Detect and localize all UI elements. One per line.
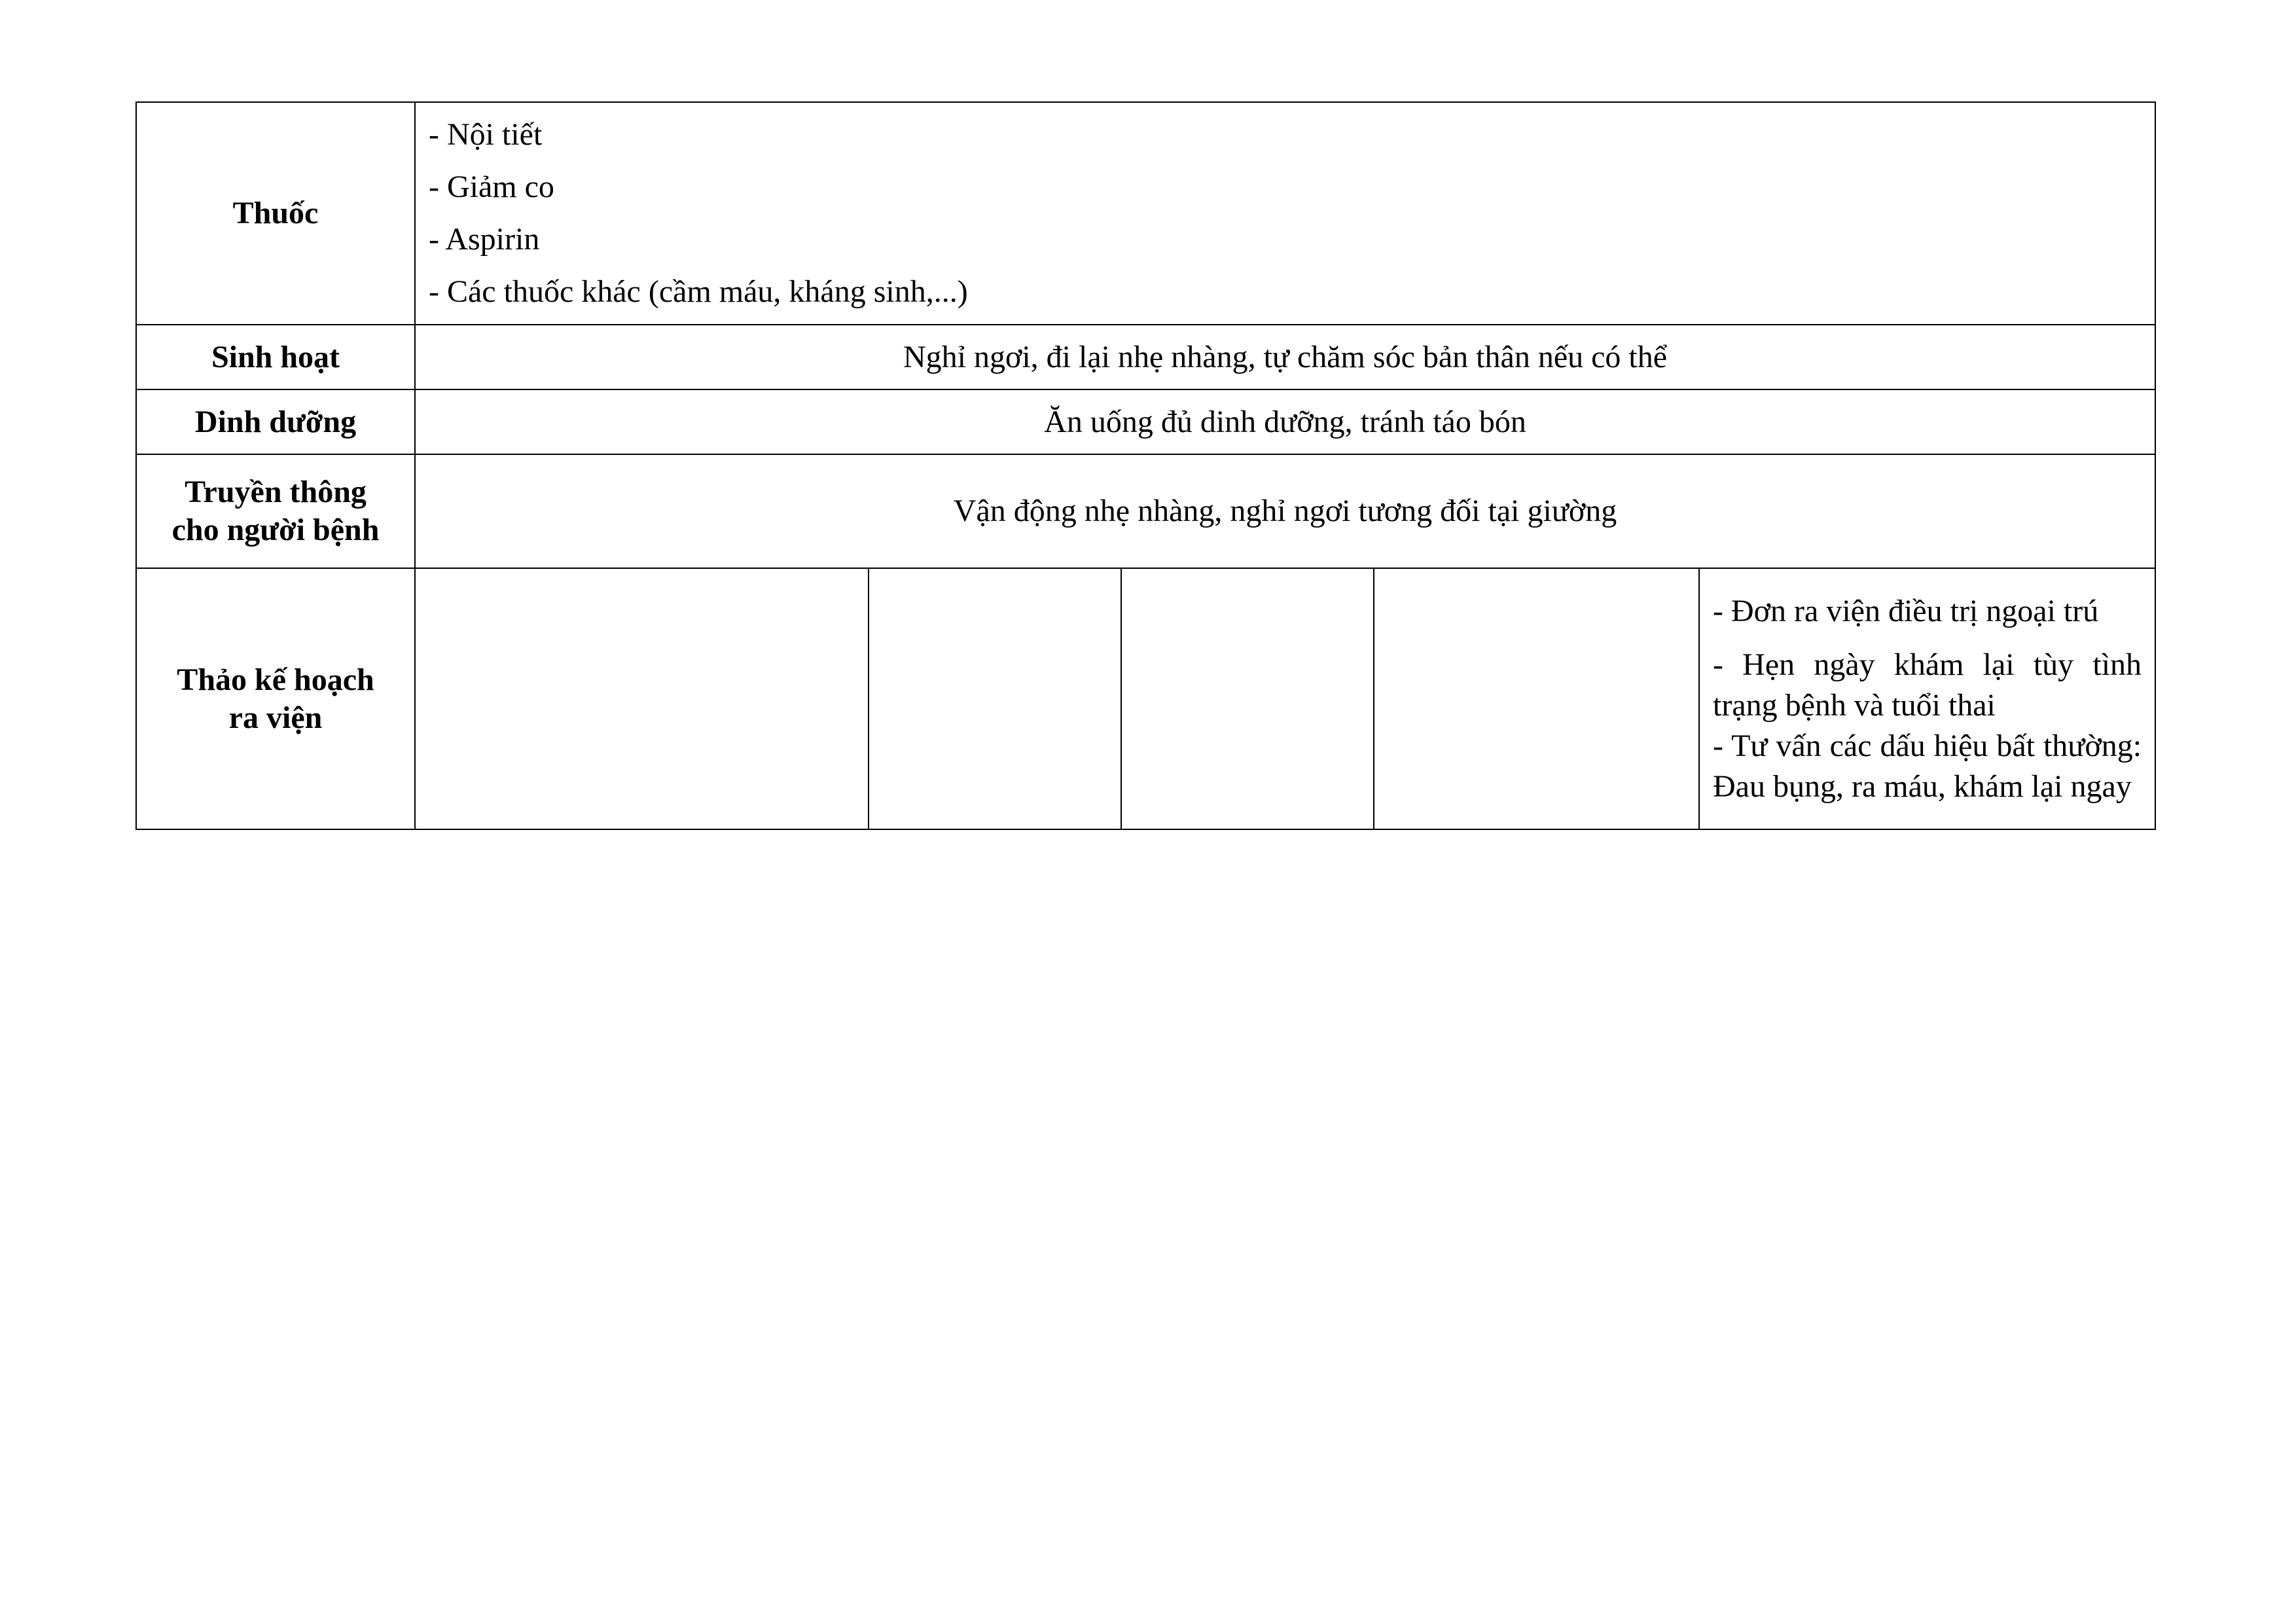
list-item: - Tư vấn các dấu hiệu bất thường: Đau bụng, ra máu, khám lại ngay	[1713, 728, 2142, 804]
sinh-hoat-value-text: Nghỉ ngơi, đi lại nhẹ nhàng, tự chăm sóc bản thân nếu có thể	[903, 339, 1668, 374]
row-label-ra-vien	[136, 568, 415, 829]
empty-cell	[869, 568, 1121, 829]
truyen-thong-value-text: Vận động nhẹ nhàng, nghỉ ngơi tương đối tại giường	[953, 494, 1617, 529]
row-label-truyen-thong-line2: cho người bệnh	[171, 513, 380, 547]
drug-list	[429, 109, 2142, 318]
empty-cell	[1121, 568, 1374, 829]
row-label-dinh-duong-text: Dinh dưỡng	[194, 404, 357, 439]
table-row-thuoc	[136, 102, 2155, 325]
drug-list-cell	[415, 102, 2155, 325]
row-label-thuoc	[136, 102, 415, 325]
empty-cell	[1374, 568, 1699, 829]
row-label-truyen-thong	[136, 454, 415, 568]
row-label-truyen-thong-line1: Truyền thông	[185, 475, 367, 510]
list-item: - Giảm co	[429, 170, 554, 204]
list-item: - Các thuốc khác (cầm máu, kháng sinh,...)	[429, 274, 968, 309]
care-plan-table	[135, 101, 2156, 830]
row-label-ra-vien-line1: Thảo kế hoạch	[177, 662, 374, 697]
row-label-ra-vien-line2: ra viện	[228, 700, 323, 735]
table-row-dinh-duong	[136, 389, 2155, 454]
list-item: - Nội tiết	[429, 117, 543, 152]
table-row-sinh-hoat	[136, 325, 2155, 389]
row-label-dinh-duong	[136, 389, 415, 454]
row-label-thuoc-text: Thuốc	[232, 196, 319, 231]
discharge-plan-cell	[1699, 568, 2155, 829]
row-label-sinh-hoat	[136, 325, 415, 389]
dinh-duong-value	[415, 389, 2155, 454]
truyen-thong-value	[415, 454, 2155, 568]
table-row-ra-vien	[136, 568, 2155, 829]
list-item: - Hẹn ngày khám lại tùy tình trạng bệnh và tuổi thai	[1713, 647, 2142, 723]
empty-cell	[415, 568, 869, 829]
list-item: - Aspirin	[429, 222, 540, 257]
dinh-duong-value-text: Ăn uống đủ dinh dưỡng, tránh táo bón	[1044, 404, 1526, 439]
table-row-truyen-thong	[136, 454, 2155, 568]
row-label-sinh-hoat-text: Sinh hoạt	[211, 339, 340, 374]
list-item: - Đơn ra viện điều trị ngoại trú	[1713, 593, 2099, 628]
sinh-hoat-value	[415, 325, 2155, 389]
